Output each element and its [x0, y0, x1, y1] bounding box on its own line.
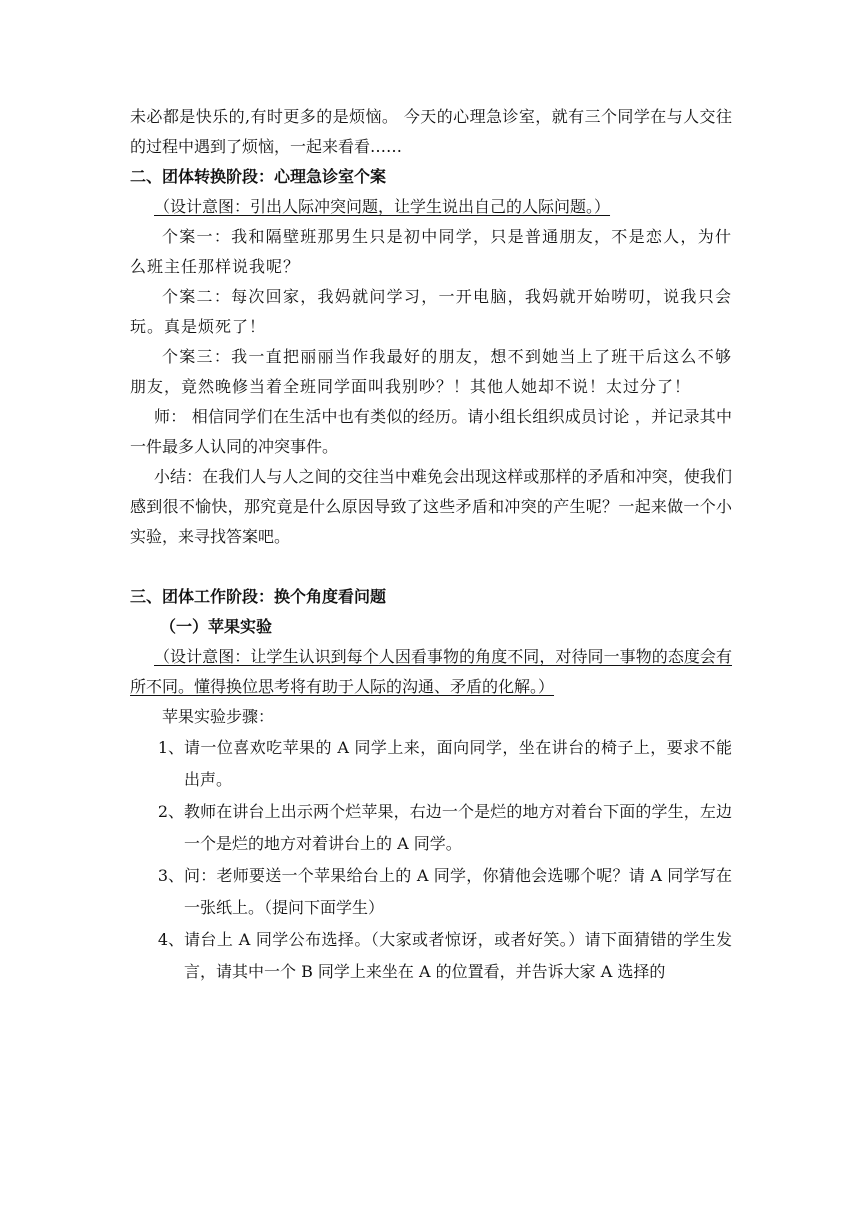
subsection-heading-apple: （一）苹果实验 [160, 617, 273, 636]
list-item [130, 732, 732, 796]
steps-heading: 苹果实验步骤： [162, 707, 275, 726]
summary-paragraph: 小结：在我们人与人之间的交往当中难免会出现这样或那样的矛盾和冲突，使我们感到很不愉快，那究竟是什么原因导致了这些矛盾和冲突的产生呢？一起来做一个小实验，来寻找答案吧。 [130, 467, 732, 546]
list-item [130, 924, 732, 988]
step-number: 3、 [157, 866, 184, 885]
step-number: 2、 [157, 802, 184, 821]
design-intent-note-apple [130, 642, 732, 702]
step-number: 1、 [157, 738, 184, 757]
step-text: 请台上 A 同学公布选择。（大家或者惊讶，或者好笑。）请下面猜错的学生发言，请其中一个 B 同学上来坐在 A 的位置看，并告诉大家 A 选择的 [184, 930, 732, 981]
step-text: 请一位喜欢吃苹果的 A 同学上来，面向同学，坐在讲台的椅子上，要求不能出声。 [184, 738, 732, 789]
document-body [130, 102, 732, 988]
case-one-paragraph: 个案一：我和隔壁班那男生只是初中同学，只是普通朋友，不是恋人，为什么班主任那样说我呢？ [130, 227, 732, 276]
design-intent-note [130, 192, 732, 222]
blank-line [130, 552, 732, 582]
case-two-paragraph: 个案二：每次回家，我妈就问学习，一开电脑，我妈就开始唠叨，说我只会玩。真是烦死了！ [130, 287, 732, 336]
case-three-paragraph: 个案三：我一直把丽丽当作我最好的朋友，想不到她当上了班干后这么不够朋友，竟然晚修当着全班同学面叫我别吵？！其他人她却不说！太过分了！ [130, 347, 732, 396]
step-text: 问：老师要送一个苹果给台上的 A 同学，你猜他会选哪个呢？请 A 同学写在一张纸上。（提问下面学生） [184, 866, 732, 917]
section-heading-work: 三、团体工作阶段：换个角度看问题 [130, 587, 387, 606]
apple-experiment-steps [130, 732, 732, 988]
design-intent-text: （设计意图：引出人际冲突问题，让学生说出自己的人际问题。） [154, 197, 611, 216]
teacher-paragraph: 师： 相信同学们在生活中也有类似的经历。请小组长组织成员讨论 ，并记录其中一件最多人认同的冲突事件。 [130, 407, 732, 456]
list-item [130, 860, 732, 924]
list-item [130, 796, 732, 860]
design-intent-text-apple: （设计意图：让学生认识到每个人因看事物的角度不同，对待同一事物的态度会有所不同。懂得换位思考将有助于人际的沟通、矛盾的化解。） [130, 647, 732, 696]
intro-paragraph: 未必都是快乐的,有时更多的是烦恼。 今天的心理急诊室，就有三个同学在与人交往的过程中遇到了烦恼，一起来看看…… [130, 107, 732, 156]
section-heading-transition: 二、团体转换阶段：心理急诊室个案 [130, 167, 387, 186]
step-number: 4、 [157, 930, 184, 949]
step-text: 教师在讲台上出示两个烂苹果，右边一个是烂的地方对着台下面的学生，左边一个是烂的地方对着讲台上的 A 同学。 [184, 802, 732, 853]
